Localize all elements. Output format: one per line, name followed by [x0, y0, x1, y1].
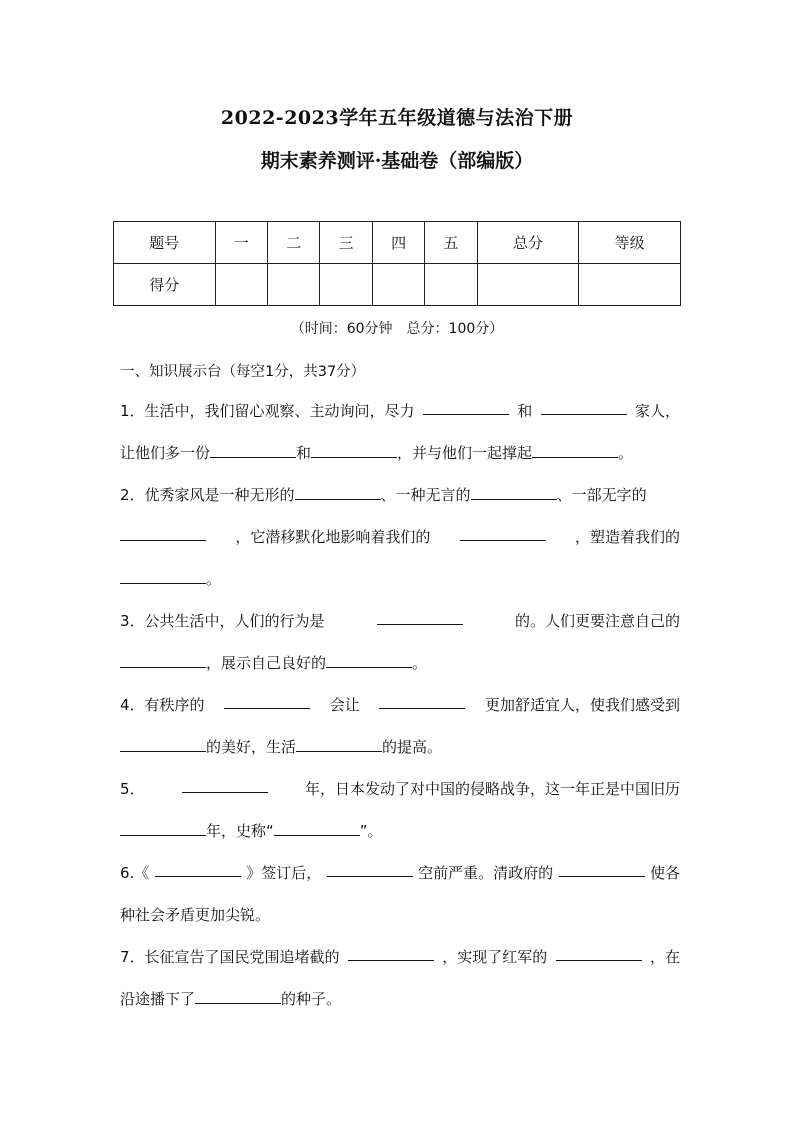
question-text: ，并与他们一起撑起: [397, 444, 533, 462]
question-1-line-2: [120, 442, 680, 463]
score-cell: [320, 264, 372, 306]
score-row-label: 得分: [114, 264, 216, 306]
exam-meta: （时间：60分钟 总分：100分）: [290, 321, 504, 337]
score-table-score-row: [114, 264, 681, 306]
question-text: 使各: [649, 864, 680, 882]
answer-blank[interactable]: [295, 485, 381, 500]
answer-blank[interactable]: [195, 989, 281, 1004]
question-text: 5．: [120, 780, 145, 798]
question-text: 1．生活中，我们留心观察、主动询问，尽力: [120, 402, 415, 420]
question-text: 、一部无字的: [556, 486, 647, 504]
header-cell: 四: [372, 222, 424, 264]
question-3-line-1: [120, 610, 680, 631]
question-2-line-2: [120, 526, 680, 547]
question-text: 的。人们更要注意自己的: [514, 612, 680, 630]
question-2-line-3: [120, 568, 680, 589]
question-5-line-1: [120, 778, 680, 799]
question-text: 。: [618, 444, 634, 462]
answer-blank[interactable]: [348, 946, 434, 961]
question-text: 会让: [329, 696, 360, 714]
answer-blank[interactable]: [460, 526, 546, 541]
question-4-line-2: [120, 736, 680, 757]
header-cell: 五: [425, 222, 477, 264]
question-text: 年，史称“: [206, 822, 274, 840]
question-text: 年，日本发动了对中国的侵略战争，这一年正是中国旧历: [304, 780, 680, 798]
score-cell: [477, 264, 579, 306]
question-1-line-1: [120, 400, 680, 421]
header-cell: 一: [215, 222, 267, 264]
answer-blank[interactable]: [559, 862, 645, 877]
question-text: 沿途播下了: [120, 990, 196, 1008]
exam-title: 2022-2023学年五年级道德与法治下册: [220, 107, 574, 129]
question-text: ，它潜移默化地影响着我们的: [235, 528, 431, 546]
answer-blank[interactable]: [327, 862, 413, 877]
question-6-line-2: [120, 904, 680, 925]
score-table: [113, 221, 681, 306]
question-text: 的美好，生活: [206, 738, 297, 756]
question-5-line-2: [120, 820, 680, 841]
answer-blank[interactable]: [182, 778, 268, 793]
question-text: 家人，: [634, 402, 680, 420]
question-4-line-1: [120, 694, 680, 715]
question-text: 更加舒适宜人，使我们感受到: [484, 696, 680, 714]
answer-blank[interactable]: [120, 653, 206, 668]
answer-blank[interactable]: [155, 862, 241, 877]
answer-blank[interactable]: [210, 443, 296, 458]
score-cell: [268, 264, 320, 306]
header-cell: 总分: [477, 222, 579, 264]
answer-blank[interactable]: [120, 737, 206, 752]
question-text: 空前严重。清政府的: [418, 864, 554, 882]
answer-blank[interactable]: [120, 569, 206, 584]
answer-blank[interactable]: [120, 526, 206, 541]
answer-blank[interactable]: [556, 946, 642, 961]
question-7-line-2: [120, 988, 680, 1009]
header-cell: 题号: [114, 222, 216, 264]
question-text: 6.《: [120, 864, 150, 882]
question-text: ，实现了红军的: [442, 948, 548, 966]
question-text: 和: [296, 444, 312, 462]
answer-blank[interactable]: [532, 443, 618, 458]
answer-blank[interactable]: [377, 610, 463, 625]
question-text: ，塑造着我们的: [574, 528, 680, 546]
question-3-line-2: [120, 652, 680, 673]
exam-subtitle: 期末素养测评·基础卷（部编版）: [260, 150, 534, 172]
question-text: 2．优秀家风是一种无形的: [120, 486, 295, 504]
answer-blank[interactable]: [541, 400, 627, 415]
header-cell: 三: [320, 222, 372, 264]
header-cell: 二: [268, 222, 320, 264]
answer-blank[interactable]: [326, 653, 412, 668]
question-text: 》签订后，: [246, 864, 322, 882]
question-text: 3．公共生活中，人们的行为是: [120, 612, 325, 630]
question-text: 4．有秩序的: [120, 696, 205, 714]
question-text: 7．长征宣告了国民党围追堵截的: [120, 948, 340, 966]
question-7-line-1: [120, 946, 680, 967]
section-heading: 一、知识展示台（每空1分，共37分）: [120, 364, 366, 380]
question-text: 的提高。: [382, 738, 443, 756]
header-cell: 等级: [579, 222, 681, 264]
score-cell: [579, 264, 681, 306]
question-text: 种社会矛盾更加尖锐。: [120, 906, 271, 924]
answer-blank[interactable]: [423, 400, 509, 415]
question-text: 。: [206, 570, 222, 588]
score-cell: [372, 264, 424, 306]
score-table-header-row: [114, 222, 681, 264]
question-2-line-1: [120, 484, 680, 505]
question-text: ，展示自己良好的: [206, 654, 327, 672]
question-text: ，在: [649, 948, 680, 966]
question-text: 和: [517, 402, 533, 420]
answer-blank[interactable]: [120, 821, 206, 836]
answer-blank[interactable]: [224, 694, 310, 709]
score-cell: [425, 264, 477, 306]
score-cell: [215, 264, 267, 306]
question-text: 的种子。: [281, 990, 342, 1008]
answer-blank[interactable]: [296, 737, 382, 752]
question-text: ”。: [359, 822, 383, 840]
question-text: 。: [412, 654, 428, 672]
answer-blank[interactable]: [274, 821, 360, 836]
question-text: 、一种无言的: [380, 486, 471, 504]
question-6-line-1: [120, 862, 680, 883]
answer-blank[interactable]: [471, 485, 557, 500]
question-text: 让他们多一份: [120, 444, 211, 462]
answer-blank[interactable]: [311, 443, 397, 458]
answer-blank[interactable]: [379, 694, 465, 709]
